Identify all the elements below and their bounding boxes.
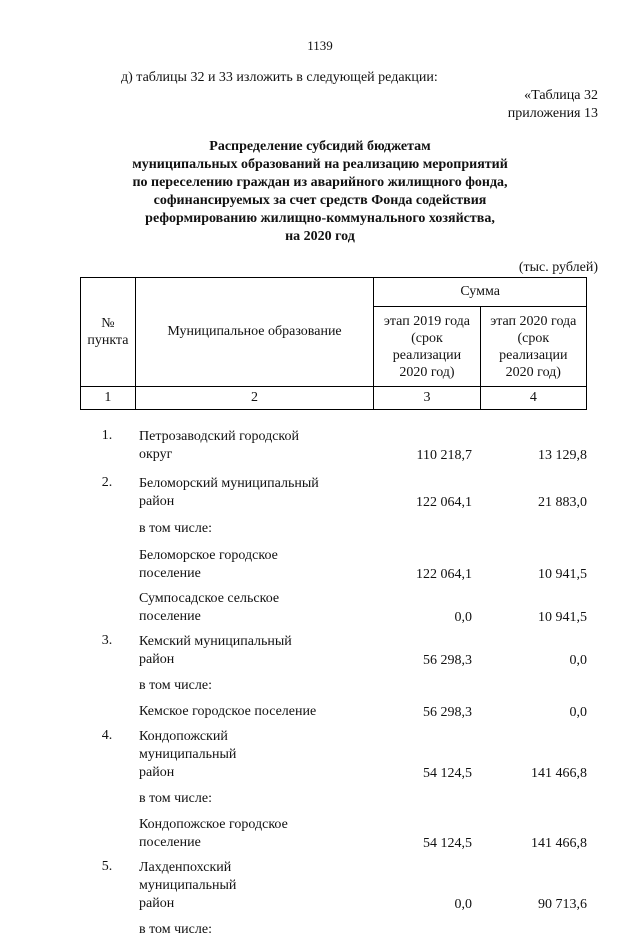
row-value-2019: 0,0 (454, 897, 472, 912)
row-municipality (80, 703, 320, 721)
row-value-2019: 56 298,3 (423, 705, 472, 720)
row-value-2019: 54 124,5 (423, 766, 472, 781)
row-number: 2. (101, 475, 113, 490)
header-stage-2019 (374, 307, 480, 387)
header-num-cell (81, 278, 136, 387)
row-number: 3. (101, 633, 113, 648)
row-municipality-line: Беломорский муниципальный (139, 476, 319, 491)
page-number: 1139 (307, 38, 333, 53)
row-municipality (80, 475, 320, 511)
table-row (80, 590, 587, 626)
row-number: 4. (101, 728, 113, 743)
row-municipality (80, 677, 320, 695)
header-num-line: № (101, 316, 115, 331)
title-line: на 2020 год (285, 229, 355, 244)
row-municipality-line: район (139, 896, 175, 911)
row-municipality-line: Петрозаводский городской округ (139, 429, 300, 462)
header-stage-line: этап 2020 года (490, 313, 577, 329)
title-line: муниципальных образований на реализацию мероприятий (132, 157, 508, 172)
row-value-2019: 122 064,1 (416, 495, 472, 510)
row-value-2019: 0,0 (454, 610, 472, 625)
row-value-2020: 0,0 (569, 705, 587, 720)
row-municipality-line: район (139, 494, 175, 509)
row-municipality-line: Сумпосадское сельское поселение (139, 591, 280, 624)
row-value-2020: 141 466,8 (531, 766, 587, 781)
table-row (80, 475, 587, 511)
row-municipality-line: Лахденпохский муниципальный (139, 860, 237, 893)
title-line: по переселению граждан из аварийного жилищного фонда, (132, 175, 508, 190)
header-index-cell: 2 (135, 387, 374, 410)
header-index-cell: 1 (81, 387, 136, 410)
row-municipality-line: Кемский муниципальный район (139, 634, 292, 667)
header-municipality-cell: Муниципальное образование (135, 278, 374, 387)
table-row (80, 703, 587, 721)
units-label: (тыс. рублей) (518, 260, 598, 275)
row-municipality (80, 633, 320, 669)
header-index-cell: 4 (480, 387, 586, 410)
row-municipality-line: в том числе: (139, 678, 212, 693)
header-stage-line: 2020 год) (505, 364, 561, 380)
header-stage-line: (срок (517, 330, 550, 346)
table-row (80, 816, 587, 852)
table-row (80, 921, 587, 939)
table-row (80, 428, 587, 464)
row-value-2019: 110 218,7 (416, 448, 472, 463)
row-municipality (80, 547, 320, 583)
row-municipality-line: Беломорское городское поселение (139, 548, 278, 581)
table-row (80, 633, 587, 669)
table-body (80, 420, 587, 939)
intro-text: д) таблицы 32 и 33 изложить в следующей редакции: (121, 70, 438, 85)
row-value-2019: 56 298,3 (423, 653, 472, 668)
row-value-2020: 10 941,5 (538, 567, 587, 582)
row-value-2020: 90 713,6 (538, 897, 587, 912)
row-value-2019: 122 064,1 (416, 567, 472, 582)
header-stage-line: этап 2019 года (383, 313, 471, 329)
table-ref-line: приложения 13 (507, 106, 598, 121)
header-stage-line: 2020 год) (399, 364, 455, 380)
row-municipality (80, 728, 320, 782)
header-index-cell: 3 (374, 387, 480, 410)
header-sum-cell: Сумма (374, 278, 587, 307)
row-municipality (80, 520, 320, 538)
title-line: реформированию жилищно-коммунального хозяйства, (145, 211, 495, 226)
document-title (60, 138, 580, 246)
row-municipality-line: в том числе: (139, 922, 212, 937)
row-municipality (80, 590, 320, 626)
table-row (80, 547, 587, 583)
table-row (80, 520, 587, 538)
row-value-2019: 54 124,5 (423, 836, 472, 851)
row-municipality (80, 428, 320, 464)
header-stage-line: реализации (392, 347, 462, 363)
row-number: 5. (101, 859, 113, 874)
table-row (80, 728, 587, 782)
row-municipality-line: в том числе: (139, 791, 212, 806)
header-stage-line: реализации (499, 347, 568, 363)
row-value-2020: 13 129,8 (538, 448, 587, 463)
title-line: Распределение субсидий бюджетам (209, 139, 431, 154)
row-municipality (80, 816, 320, 852)
row-municipality (80, 790, 320, 808)
title-line: софинансируемых за счет средств Фонда содействия (153, 193, 487, 208)
table-row (80, 677, 587, 695)
row-value-2020: 21 883,0 (538, 495, 587, 510)
table-reference (508, 87, 598, 123)
row-municipality-line: Кондопожское городское поселение (139, 817, 288, 850)
row-value-2020: 141 466,8 (531, 836, 587, 851)
header-stage-line: (срок (411, 330, 443, 346)
row-value-2020: 0,0 (569, 653, 587, 668)
row-number: 1. (101, 428, 113, 443)
table-header (80, 277, 587, 410)
table-row (80, 790, 587, 808)
row-municipality (80, 921, 320, 939)
row-municipality-line: Кемское городское поселение (139, 704, 317, 719)
row-municipality-line: Кондопожский муниципальный (139, 729, 237, 762)
header-stage-2020 (480, 307, 586, 387)
row-municipality-line: район (139, 765, 175, 780)
header-num-line: пункта (87, 333, 129, 348)
row-municipality-line: в том числе: (139, 521, 212, 536)
table-ref-line: «Таблица 32 (524, 88, 598, 103)
row-value-2020: 10 941,5 (538, 610, 587, 625)
